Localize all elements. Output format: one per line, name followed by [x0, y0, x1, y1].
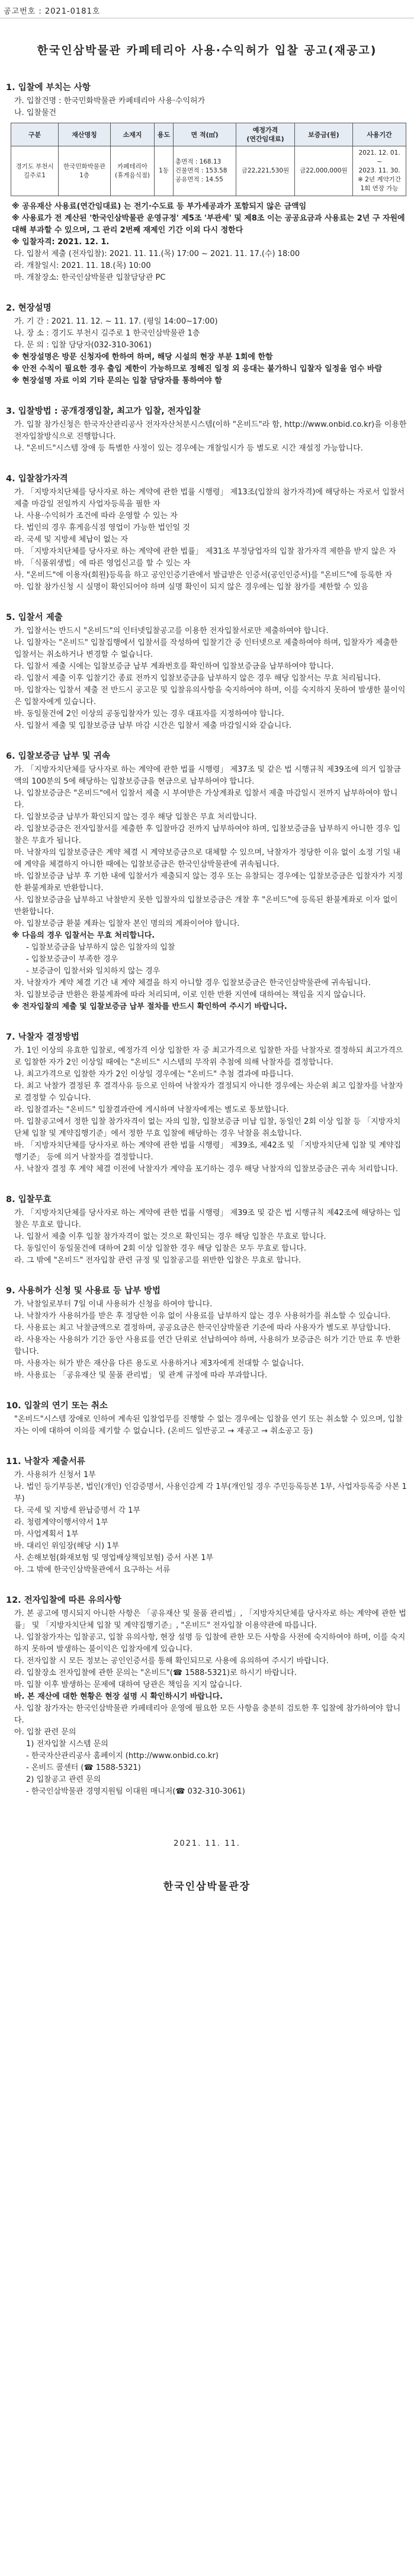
sec8-line: 나. 입찰서 제출 이후 입찰 참가자격이 없는 것으로 확인되는 경우 해당 입찰은 무효로 합니다.: [14, 1232, 326, 1241]
sec1-line: 가. 입찰건명 : 한국민화박물관 카페테리아 사용·수익허가: [14, 97, 206, 106]
col-header: 재산명칭: [59, 123, 111, 146]
sec4-line: 가. 「지방자치단체를 당사자로 하는 계약에 관한 법률 시행령」 제13조(입찰의 참가자격)에 해당하는 자로서 입찰서 제출 마감일 전일까지 사업자등록을 필한 자: [14, 488, 407, 509]
sec6-warning: ※ 전자입찰의 제출 및 입찰보증금 납부 절차를 반드시 확인하여 주시기 바랍니다.: [12, 1002, 287, 1011]
sec1-note: ※ 사용료가 전 계산된 '한국인삼박물관 운영규정' 제5조 '부관세' 및 제8조 이는 공공요금과 사용료는 2년 구 자원에 대해 부과할 수 있으며, 그 관리 2번째 재제인 기간 이외 다시 정한다: [12, 214, 408, 235]
sec3-line: 가. 입찰 참가신청은 한국자산관리공사 전자자산처분시스템(이하 "온비드"라 함, http://www.onbid.co.kr)을 이용한 전자입찰방식으로 진행합니다.: [14, 420, 409, 441]
cell-price: 금22,221,530원: [236, 146, 294, 196]
sec11-line: 가. 사용허가 신청서 1부: [14, 1471, 96, 1479]
sec2-note: ※ 현장설명은 방문 신청자에 한하여 하며, 해당 시설의 현장 부분 1회에 한함: [12, 353, 273, 362]
sec9-line: 바. 사용료는 「공유재산 및 물품 관리법」 및 관계 규정에 따라 부과합니다.: [14, 1371, 268, 1380]
item-table-header-row: [11, 123, 406, 146]
sec6-note: - 입찰보증금이 부족한 경우: [26, 955, 118, 964]
sec4-line: 마. 「지방자치단체를 당사자로 하는 계약에 관한 법률」 제31조 부정당업자의 입찰 참가자격 제한을 받지 않은 자: [14, 547, 396, 556]
sec4-line: 라. 국세 및 지방세 체납이 없는 자: [14, 535, 129, 544]
sec6-extra: 자. 낙찰자가 계약 체결 기간 내 계약 체결을 하지 아니할 경우 입찰보증금은 한국인삼박물관에 귀속됩니다.: [14, 979, 371, 987]
sec6-line: 다. 입찰보증금 납부가 확인되지 않는 경우 해당 입찰은 무효 처리합니다.: [14, 813, 257, 822]
section-5-title: 5. 입찰서 제출: [6, 613, 63, 622]
sec2-line: 가. 기 간 : 2021. 11. 12. ~ 11. 17. (평일 14:00~17:00): [14, 317, 218, 326]
sec6-line: 사. 입찰보증금을 납부하고 낙찰받지 못한 입찰자의 입찰보증금은 개찰 후 "온비드"에 등록된 환불계좌로 이자 없이 반환합니다.: [14, 896, 400, 916]
sec6-note: - 입찰보증금을 납부하지 않은 입찰자의 입찰: [26, 943, 175, 952]
sec1-schedule: 다. 입찰서 제출 (전자입찰): 2021. 11. 11.(목) 17:00 ~ 2021. 11. 17.(수) 18:00: [14, 250, 300, 258]
sec12-contact: 1) 전자입찰 시스템 문의: [26, 1740, 108, 1749]
section-7-title: 7. 낙찰자 결정방법: [6, 1033, 79, 1042]
section-11-title: 11. 낙찰자 제출서류: [6, 1457, 85, 1466]
sec12-line: 라. 입찰장소 전자입찰에 관한 문의는 "온비드"(☎ 1588-5321)로 하시기 바랍니다.: [14, 1669, 297, 1677]
sec1-note: ※ 공유재산 사용료(연간임대료) 는 전기·수도료 등 부가세공과가 포함되지 않은 금액임: [12, 202, 307, 211]
sec12-line: 마. 입찰 이후 발생하는 문제에 대하여 당관은 책임을 지지 않습니다.: [14, 1680, 242, 1689]
sec8-line: 다. 동일인이 동일물건에 대하여 2회 이상 입찰한 경우 해당 입찰은 모두 무효로 합니다.: [14, 1244, 307, 1253]
sec2-line: 나. 장 소 : 경기도 부천시 길주로 1 한국인삼박물관 1층: [14, 329, 200, 338]
sec12-contact: 2) 입찰공고 관련 문의: [26, 1775, 101, 1784]
notice-date: 2021. 11. 11.: [174, 1839, 240, 1848]
section-4-title: 4. 입찰참가자격: [6, 474, 68, 484]
sec8-line: 가. 「지방자치단체를 당사자로 하는 계약에 관한 법률 시행령」 제39조 및 같은 법 시행규칙 제42조에 해당하는 입찰은 무효로 합니다.: [14, 1209, 401, 1229]
sec9-line: 다. 사용료는 최고 낙찰금액으로 결정하며, 공공요금은 한국인삼박물관 기준에 따라 사용자가 별도로 부담합니다.: [14, 1324, 391, 1332]
sec11-line: 사. 손해보험(화재보험 및 영업배상책임보험) 증서 사본 1부: [14, 1554, 214, 1562]
sec12-line: 나. 입찰참가자는 입찰공고, 입찰 유의사항, 현장 설명 등 입찰에 관한 모든 사항을 사전에 숙지하여야 하며, 이를 숙지하지 못하여 발생하는 불이익은 입찰자에게 있습니다.: [14, 1633, 406, 1654]
sec8-line: 라. 그 밖에 "온비드" 전자입찰 관련 규정 및 입찰공고를 위반한 입찰은 무효로 합니다.: [14, 1256, 301, 1265]
sec1-schedule: 마. 개찰장소: 한국인삼박물관 입찰담당관 PC: [14, 273, 166, 282]
sec5-line: 사. 입찰서 제출 및 입찰보증금 납부 마감 시간은 입찰서 제출 마감일시와 같습니다.: [14, 721, 292, 730]
section-9-title: 9. 사용허가 신청 및 사용료 등 납부 방법: [6, 1286, 161, 1296]
sec6-line: 나. 입찰보증금은 "온비드"에서 입찰서 제출 시 부여받은 가상계좌로 입찰서 제출 마감일시 전까지 납부하여야 합니다.: [14, 789, 398, 810]
sec12-contact: - 온비드 콜센터 (☎ 1588-5321): [26, 1763, 141, 1772]
col-header: 면 적(㎡): [173, 123, 236, 146]
sec9-line: 마. 사용자는 허가 받은 재산을 다른 용도로 사용하거나 제3자에게 전대할 수 없습니다.: [14, 1359, 304, 1368]
sec6-line: 마. 낙찰자의 입찰보증금은 계약 체결 시 계약보증금으로 대체할 수 있으며, 낙찰자가 정당한 이유 없이 소정 기일 내에 계약을 체결하지 아니한 때에는 입찰보증금은 한국인삼박물관에 귀속됩니다.: [14, 848, 401, 869]
sec1-line: 나. 입찰물건: [14, 108, 57, 117]
col-header: 소재지: [110, 123, 154, 146]
sec11-line: 바. 대리인 위임장(해당 시) 1부: [14, 1542, 120, 1551]
sec7-line: 라. 입찰결과는 "온비드" 입찰결과란에 게시하며 낙찰자에게는 별도로 통보합니다.: [14, 1105, 289, 1114]
sec7-line: 사. 낙찰자 결정 후 계약 체결 이전에 낙찰자가 계약을 포기하는 경우 해당 낙찰자의 입찰보증금은 귀속 처리합니다.: [14, 1165, 398, 1174]
sec7-line: 마. 입찰공고에서 정한 입찰 참가자격이 없는 자의 입찰, 입찰보증금 미납 입찰, 동일인 2회 이상 입찰 등 「지방자치단체 입찰 및 계약집행기준」에서 정한 무효 입찰에 해당하는 경우 낙찰을 취소합니다.: [14, 1117, 401, 1138]
sec12-contact-link[interactable]: - 한국자산관리공사 홈페이지 (http://www.onbid.co.kr): [26, 1752, 219, 1760]
sec4-line: 아. 입찰 참가신청 시 실명이 확인되어야 하며 실명 확인이 되지 않은 경우에는 입찰 참가를 제한할 수 있음: [14, 583, 368, 592]
cell-location: 카페테리아 (휴게음식점): [110, 146, 154, 196]
sec4-line: 바. 「식품위생법」에 따른 영업신고를 할 수 있는 자: [14, 559, 191, 568]
cell-deposit: 금22,000,000원: [294, 146, 352, 196]
sec4-line: 다. 법인의 경우 휴게음식점 영업이 가능한 법인일 것: [14, 523, 190, 532]
sec7-line: 바. 「지방자치단체를 당사자로 하는 계약에 관한 법률 시행령」 제39조, 제42조 및 「지방자치단체 입찰 및 계약집행기준」 등에 의거 낙찰자를 결정합니다.: [14, 1141, 402, 1162]
sec12-line: 아. 입찰 관련 문의: [14, 1728, 76, 1737]
sec6-extra: 차. 입찰보증금 반환은 환불계좌에 따라 처리되며, 이로 인한 반환 지연에 대하여는 책임을 지지 않습니다.: [14, 990, 366, 999]
sec12-line: 바. 본 재산에 대한 현황은 현장 설명 시 확인하시기 바랍니다.: [14, 1692, 223, 1701]
sec6-line: 바. 입찰보증금 납부 후 기한 내에 입찰서가 제출되지 않는 경우 또는 유찰되는 경우에는 입찰보증금은 입찰자가 지정한 환불계좌로 반환합니다.: [14, 872, 403, 893]
sec6-note: - 보증금이 입찰서와 일치하지 않는 경우: [26, 967, 161, 976]
section-10-title: 10. 입찰의 연기 또는 취소: [6, 1401, 108, 1411]
notice-number: 공고번호 : 2021-0181호: [4, 7, 101, 16]
col-header: 보증금(원): [294, 123, 352, 146]
sec1-schedule: 라. 개찰일시: 2021. 11. 18.(목) 10:00: [14, 261, 151, 270]
sec12-line: 사. 입찰 참가자는 한국인삼박물관 카페테리아 운영에 필요한 모든 사항을 충분히 검토한 후 입찰에 참가하여야 합니다.: [14, 1704, 401, 1725]
sec2-note: ※ 현장설명 자료 이외 기타 문의는 입찰 담당자를 통하여야 함: [12, 376, 222, 385]
sec2-line: 다. 문 의 : 입찰 담당자(032-310-3061): [14, 341, 152, 350]
sec4-line: 사. "온비드"에 이용자(회원)등록을 하고 공인인증기관에서 발급받은 인증서(공인인증서)를 "온비드"에 등록한 자: [14, 571, 393, 580]
sec6-line: 가. 「지방자치단체를 당사자로 하는 계약에 관한 법률 시행령」 제37조 및 같은 법 시행규칙 제39조에 의거 입찰금액의 100분의 5에 해당하는 입찰보증금을 현금으로 납부하여야 합니다.: [14, 765, 401, 786]
sec6-line: 라. 입찰보증금은 전자입찰서를 제출한 후 입찰마감 전까지 납부하여야 하며, 입찰보증금을 납부하지 아니한 경우 입찰은 무효가 됩니다.: [14, 824, 401, 845]
sec3-line: 나. "온비드"시스템 장애 등 특별한 사정이 있는 경우에는 개찰일시가 등 별도로 시간 재설정 가능합니다.: [14, 444, 363, 453]
cell-use: 1동: [155, 146, 174, 196]
cell-name: 한국민화박물관 1층: [59, 146, 111, 196]
col-header: 예정가격 (연간임대료): [236, 123, 294, 146]
cell-area: 총면적 : 168.13 건물면적 : 153.58 공유면적 : 14.55: [173, 146, 236, 196]
sec7-line: 나. 최고가격으로 입찰한 자가 2인 이상일 경우에는 "온비드" 추첨 결과에 따릅니다.: [14, 1070, 294, 1079]
sec10-line: "온비드"시스템 장애로 인하여 계속된 입찰업무를 진행할 수 없는 경우에는 입찰을 연기 또는 취소할 수 있으며, 입찰자는 이에 대하여 이의를 제기할 수 없습니다. (온비드 일반공고 → 재공고 → 취소공고 등): [14, 1415, 403, 1436]
sec5-line: 나. 입찰자는 "온비드" 입찰집행에서 입찰서를 작성하여 입찰기간 중 인터넷으로 제출하여야 하며, 입찰자가 제출한 입찰서는 취소하거나 변경할 수 없습니다.: [14, 638, 400, 659]
section-2-title: 2. 현장설명: [6, 303, 52, 313]
sec5-line: 가. 입찰서는 반드시 "온비드"의 인터넷입찰공고를 이용한 전자입찰서로만 제출하여야 합니다.: [14, 627, 329, 635]
section-8-title: 8. 입찰무효: [6, 1195, 52, 1204]
signer: 한국인삼박물관장: [163, 1881, 251, 1893]
sec12-contact: - 한국인삼박물관 경영지원팀 이대원 매니저(☎ 032-310-3061): [26, 1787, 245, 1796]
section-3-title: 3. 입찰방법 : 공개경쟁입찰, 최고가 입찰, 전자입찰: [6, 407, 201, 416]
sec9-line: 라. 사용자는 사용허가 기간 동안 사용료를 연간 단위로 선납하여야 하며, 사용허가 보증금은 허가 기간 만료 후 반환합니다.: [14, 1335, 401, 1356]
item-table-row: [11, 146, 406, 196]
page-title: 한국인삼박물관 카페테리아 사용·수익허가 입찰 공고(재공고): [37, 44, 377, 57]
sec7-line: 다. 최고 낙찰가 결정된 후 결격사유 등으로 인하여 낙찰자가 결정되지 아니한 경우에는 차순위 최고 입찰자를 낙찰자로 결정할 수 있습니다.: [14, 1082, 403, 1102]
sec1-note: ※ 입찰자격: 2021. 12. 1.: [12, 238, 110, 247]
cell-period: 2021. 12. 01. ~ 2023. 11. 30. ※ 2년 계약기간 1회 연장 가능: [353, 146, 406, 196]
sec2-note: ※ 안전 수칙이 필요한 경우 출입 제한이 가능하므로 정해진 일정 외 응대는 불가하니 입찰자 일정을 엄수 바람: [12, 365, 383, 373]
sec11-line: 나. 법인 등기부등본, 법인(개인) 인감증명서, 사용인감계 각 1부(개인일 경우 주민등록등본 1부, 사업자등록증 사본 1부): [14, 1482, 407, 1503]
sec4-line: 나. 사용·수익허가 조건에 따라 운영할 수 있는 자: [14, 512, 178, 520]
sec11-line: 다. 국세 및 지방세 완납증명서 각 1부: [14, 1506, 141, 1515]
sec6-note: ※ 다음의 경우 입찰서는 무효 처리합니다.: [12, 931, 155, 940]
sec12-line: 다. 전자입찰 시 모든 정보는 공인인증서를 통해 확인되므로 사용에 유의하여 주시기 바랍니다.: [14, 1657, 329, 1666]
cell-category: 경기도 부천시 길주로1: [11, 146, 59, 196]
item-table: [11, 123, 406, 196]
section-1-title: 1. 입찰에 부치는 사항: [6, 83, 91, 92]
sec11-line: 라. 청렴계약이행서약서 1부: [14, 1518, 108, 1527]
sec9-line: 나. 낙찰자가 사용허가를 받은 후 정당한 이유 없이 사용료를 납부하지 않는 경우 사용허가를 취소할 수 있습니다.: [14, 1312, 391, 1321]
col-header: 용도: [155, 123, 174, 146]
sec6-line: 아. 입찰보증금 환불 계좌는 입찰자 본인 명의의 계좌이어야 합니다.: [14, 919, 240, 928]
sec11-line: 마. 사업계획서 1부: [14, 1530, 79, 1539]
sec5-line: 라. 입찰서 제출 이후 입찰기간 종료 전까지 입찰보증금을 납부하지 않은 경우 해당 입찰서는 무효 처리됩니다.: [14, 674, 381, 683]
notice-body: [0, 80, 414, 1893]
sec5-line: 마. 입찰자는 입찰서 제출 전 반드시 공고문 및 입찰유의사항을 숙지하여야 하며, 이를 숙지하지 못하여 발생한 불이익은 입찰자에게 있습니다.: [14, 686, 406, 707]
sec5-line: 바. 동일물건에 2인 이상의 공동입찰자가 있는 경우 대표자를 지정하여야 합니다.: [14, 709, 284, 718]
section-6-title: 6. 입찰보증금 납부 및 귀속: [6, 752, 110, 761]
col-header: 구분: [11, 123, 59, 146]
sec7-line: 가. 1인 이상의 유효한 입찰로, 예정가격 이상 입찰한 자 중 최고가격으로 입찰한 자를 낙찰자로 결정하되 최고가격으로 입찰한 자가 2인 이상일 때에는 "온비드" 시스템의 무작위 추첨에 의해 낙찰자를 결정합니다.: [14, 1046, 403, 1067]
section-12-title: 12. 전자입찰에 따른 유의사항: [6, 1596, 121, 1605]
col-header: 사용기간: [353, 123, 406, 146]
sec9-line: 가. 낙찰일로부터 7일 이내 사용허가 신청을 하여야 합니다.: [14, 1300, 213, 1309]
sec12-line: 가. 본 공고에 명시되지 아니한 사항은 「공유재산 및 물품 관리법」, 「지방자치단체를 당사자로 하는 계약에 관한 법률」 및 「지방자치단체 입찰 및 계약집행기준」, "온비드" 전자입찰 이용약관에 따릅니다.: [14, 1609, 406, 1630]
sec11-line: 아. 그 밖에 한국인삼박물관에서 요구하는 서류: [14, 1565, 171, 1574]
sec5-line: 다. 입찰서 제출 시에는 입찰보증금 납부 계좌번호를 확인하여 입찰보증금을 납부하여야 합니다.: [14, 662, 334, 671]
